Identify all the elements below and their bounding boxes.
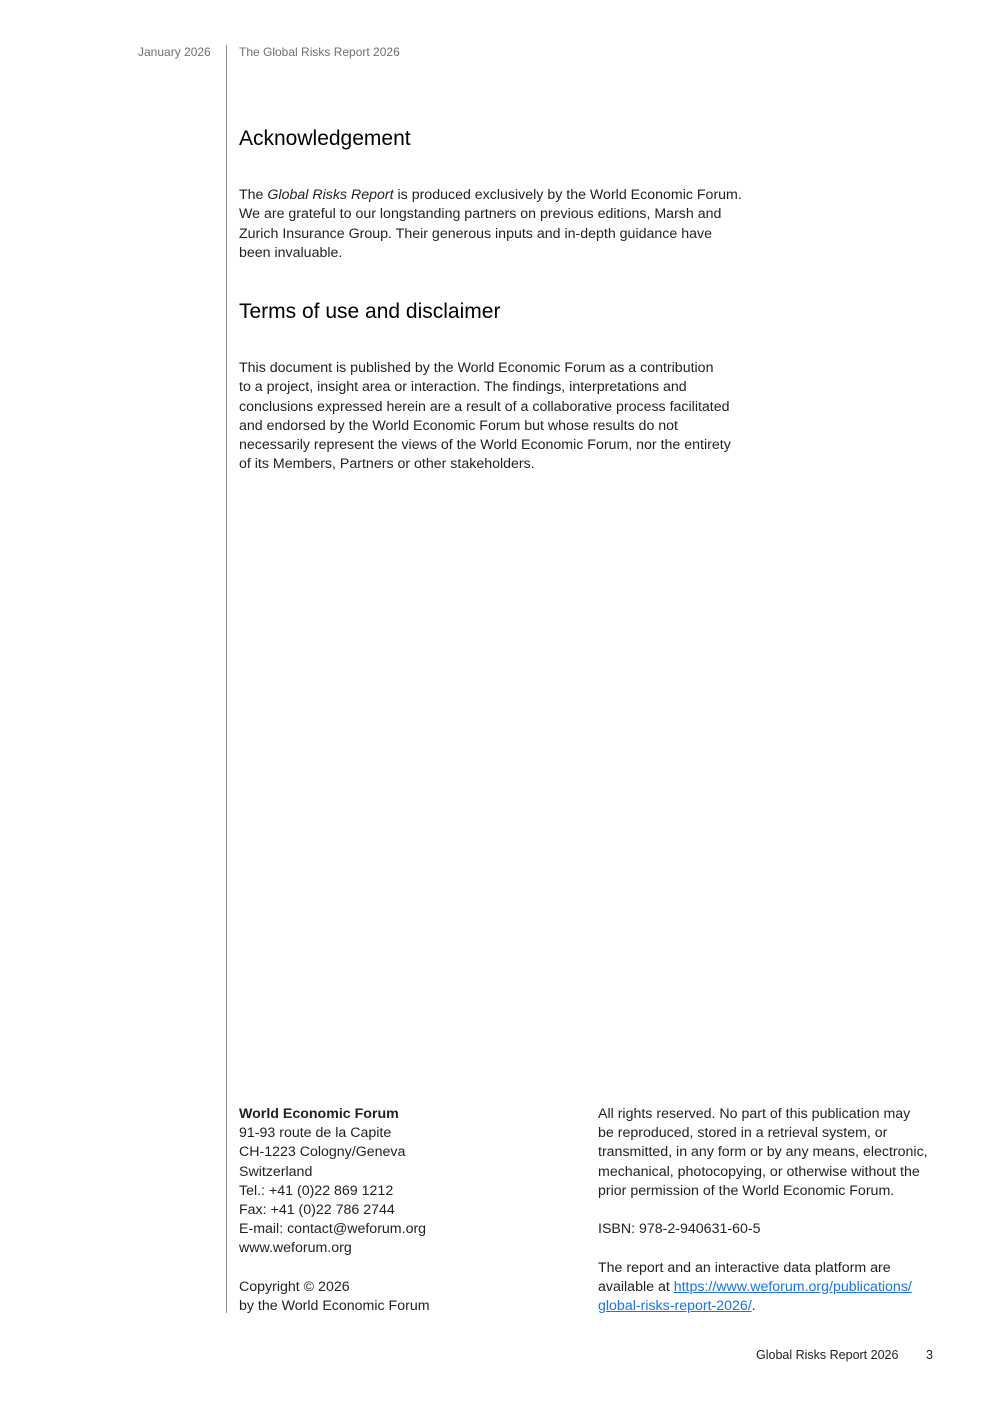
rights-line: be reproduced, stored in a retrieval system, or [598,1125,888,1142]
terms-heading: Terms of use and disclaimer [239,300,501,323]
acknowledgement-line: We are grateful to our longstanding partners on previous editions, Marsh and [239,206,722,223]
availability-line: available at https://www.weforum.org/publications/ [598,1278,912,1295]
availability-line: The report and an interactive data platform are [598,1259,891,1276]
telephone: Tel.: +41 (0)22 869 1212 [239,1182,394,1199]
rights-line: prior permission of the World Economic Forum. [598,1182,895,1199]
terms-line: to a project, insight area or interaction. The findings, interpretations and [239,379,687,396]
copyright-line: Copyright © 2026 [239,1278,350,1295]
footer-report-title: Global Risks Report 2026 [756,1348,899,1362]
terms-line: conclusions expressed herein are a result of a collaborative process facilitated [239,398,730,415]
terms-line: necessarily represent the views of the World Economic Forum, nor the entirety [239,437,731,454]
terms-line: and endorsed by the World Economic Forum but whose results do not [239,417,678,434]
acknowledgement-line: Zurich Insurance Group. Their generous inputs and in-depth guidance have [239,225,712,242]
email: E-mail: contact@weforum.org [239,1221,427,1238]
org-name: World Economic Forum [239,1106,399,1122]
terms-paragraph [239,359,759,475]
margin-rule [226,45,227,1313]
acknowledgement-paragraph [239,186,759,263]
fax: Fax: +41 (0)22 786 2744 [239,1202,395,1219]
acknowledgement-heading: Acknowledgement [239,127,411,150]
availability-line: global-risks-report-2026/. [598,1298,756,1314]
report-name-italic: Global Risks Report [267,187,394,203]
page-number: 3 [926,1348,933,1362]
address-line: 91-93 route de la Capite [239,1125,392,1142]
website: www.weforum.org [239,1240,352,1257]
acknowledgement-line: been invaluable. [239,244,343,261]
rights-line: All rights reserved. No part of this publication may [598,1106,911,1122]
acknowledgement-line: The Global Risks Report is produced exclusively by the World Economic Forum. [239,187,742,203]
rights-line: transmitted, in any form or by any means, electronic, [598,1144,928,1161]
terms-line: This document is published by the World Economic Forum as a contribution [239,360,714,376]
header-report-title: The Global Risks Report 2026 [239,45,400,59]
rights-line: mechanical, photocopying, or otherwise without the [598,1163,920,1180]
header-date: January 2026 [138,45,211,59]
report-link[interactable]: https://www.weforum.org/publications/ [673,1278,912,1295]
terms-line: of its Members, Partners or other stakeholders. [239,456,535,473]
report-link-continued[interactable]: global-risks-report-2026/ [598,1298,752,1314]
address-country: Switzerland [239,1163,313,1180]
address-line: CH-1223 Cologny/Geneva [239,1144,406,1161]
rights-block [598,1105,943,1316]
isbn: ISBN: 978-2-940631-60-5 [598,1221,761,1238]
copyright-line: by the World Economic Forum [239,1298,430,1315]
contact-block [239,1105,569,1316]
